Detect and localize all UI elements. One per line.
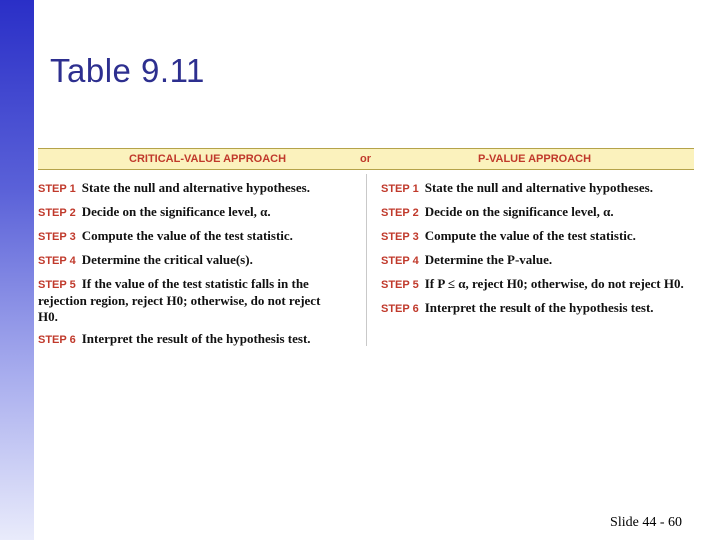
pvalue-step bbox=[381, 180, 685, 197]
step-text: Decide on the significance level, α. bbox=[81, 204, 271, 219]
procedure-table bbox=[38, 148, 694, 348]
table-header bbox=[38, 148, 694, 170]
step-text: Decide on the significance level, α. bbox=[424, 204, 614, 219]
slide-title: Table 9.11 bbox=[50, 52, 205, 89]
step-text: If the value of the test statistic falls in the rejection region, reject H0; otherwise, do not reject H0. bbox=[38, 276, 321, 324]
column-divider bbox=[366, 174, 367, 346]
critical-step bbox=[38, 331, 342, 348]
step-text: State the null and alternative hypotheses. bbox=[81, 180, 310, 195]
step-label: STEP 2 bbox=[38, 207, 76, 219]
header-or: or bbox=[360, 153, 371, 165]
pvalue-step bbox=[381, 228, 685, 245]
step-label: STEP 5 bbox=[381, 279, 419, 291]
p-value-column bbox=[381, 180, 685, 324]
step-text: Compute the value of the test statistic. bbox=[81, 228, 293, 243]
critical-step bbox=[38, 204, 342, 221]
header-critical-value: CRITICAL-VALUE APPROACH bbox=[129, 153, 287, 165]
step-text: Compute the value of the test statistic. bbox=[424, 228, 636, 243]
step-label: STEP 3 bbox=[381, 231, 419, 243]
pvalue-step bbox=[381, 252, 685, 269]
critical-step bbox=[38, 228, 342, 245]
pvalue-step bbox=[381, 276, 685, 293]
step-label: STEP 4 bbox=[381, 255, 419, 267]
slide-number: Slide 44 - 60 bbox=[610, 515, 682, 530]
step-label: STEP 1 bbox=[38, 183, 76, 195]
pvalue-step bbox=[381, 204, 685, 221]
step-label: STEP 5 bbox=[38, 279, 76, 291]
step-text: Interpret the result of the hypothesis test. bbox=[424, 300, 654, 315]
step-label: STEP 3 bbox=[38, 231, 76, 243]
step-label: STEP 1 bbox=[381, 183, 419, 195]
step-label: STEP 2 bbox=[381, 207, 419, 219]
step-text: Determine the critical value(s). bbox=[81, 252, 253, 267]
step-text: Determine the P-value. bbox=[424, 252, 553, 267]
step-text: State the null and alternative hypotheses. bbox=[424, 180, 653, 195]
slide-side-bar bbox=[0, 0, 34, 540]
step-label: STEP 6 bbox=[38, 334, 76, 346]
pvalue-step bbox=[381, 300, 685, 317]
critical-step bbox=[38, 252, 342, 269]
header-p-value: P-VALUE APPROACH bbox=[478, 153, 592, 165]
critical-value-column bbox=[38, 180, 342, 355]
critical-step bbox=[38, 276, 342, 325]
step-label: STEP 4 bbox=[38, 255, 76, 267]
step-label: STEP 6 bbox=[381, 303, 419, 315]
step-text: Interpret the result of the hypothesis test. bbox=[81, 331, 311, 346]
step-text: If P ≤ α, reject H0; otherwise, do not reject H0. bbox=[424, 276, 684, 291]
critical-step bbox=[38, 180, 342, 197]
